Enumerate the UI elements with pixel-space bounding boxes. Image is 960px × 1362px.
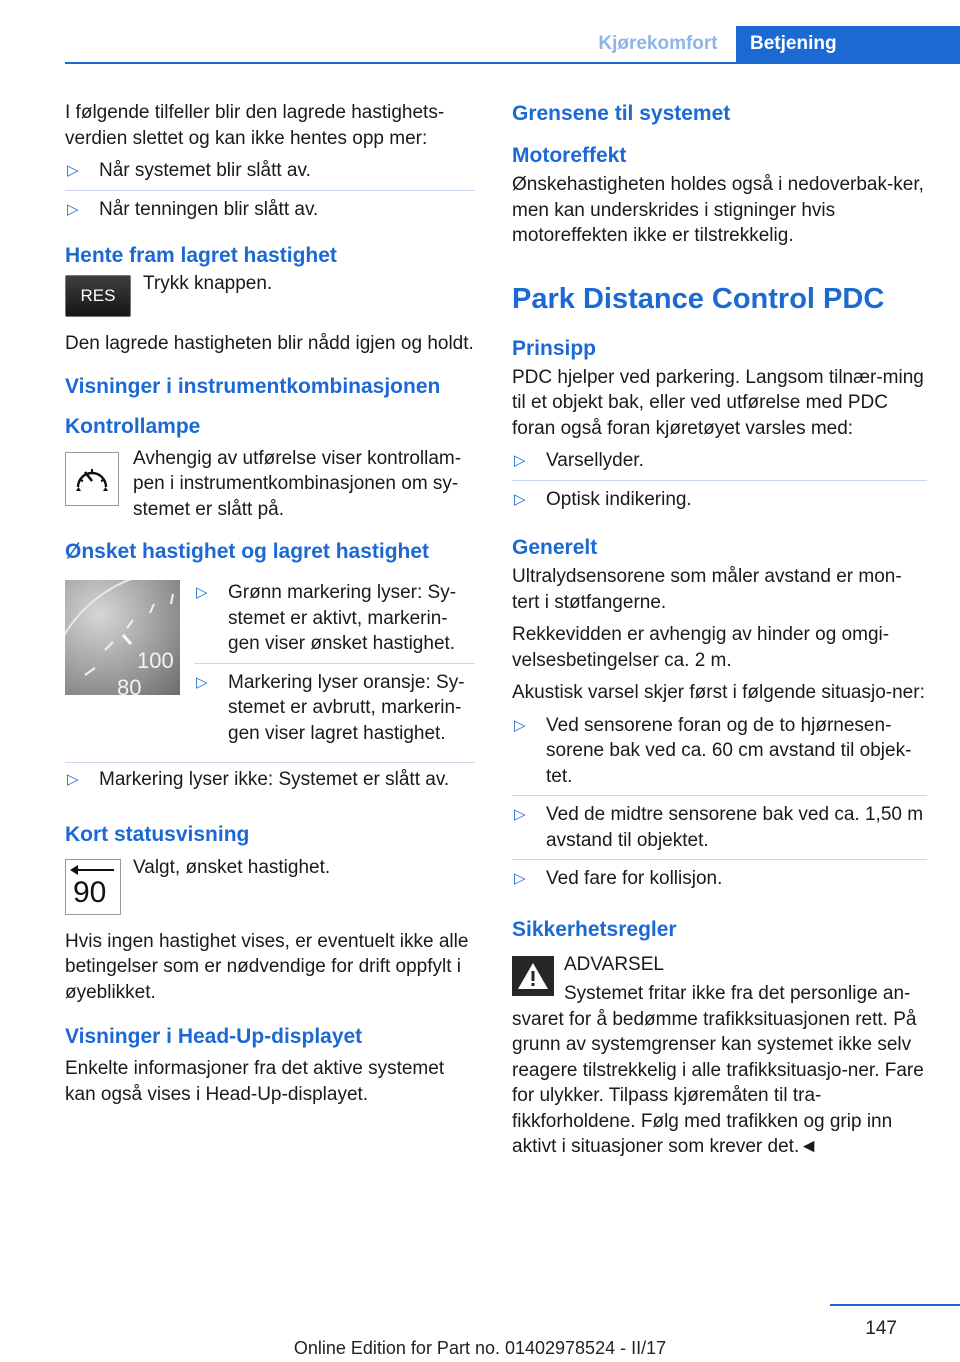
status-row	[65, 856, 475, 915]
triangle-bullet-icon: ▷	[514, 806, 526, 823]
triangle-bullet-icon: ▷	[196, 584, 208, 601]
general-heading: Generelt	[512, 536, 598, 559]
triangle-bullet-icon: ▷	[514, 716, 526, 734]
header-rule	[65, 62, 960, 64]
situations-list	[512, 713, 927, 898]
res-button-icon: RES	[65, 275, 131, 317]
lamp-heading: Kontrollampe	[65, 414, 201, 438]
status-speed-value: 90	[73, 875, 107, 909]
lamp-text: Avhengig av utførelse viser kontrollam-pen i instrumentkombinasjonen om sy-stemet er slått på.	[133, 447, 462, 520]
gauge-label-100: 100	[137, 648, 174, 673]
triangle-bullet-icon: ▷	[67, 162, 79, 179]
list-item: ▷ Ved sensorene foran og de to hjørnesen-sorene bak ved ca. 60 cm avstand til objek-tet.	[512, 713, 927, 797]
list-item: ▷ Markering lyser oransje: Sy-stemet er avbrutt, markerin-gen viser lagret hastighet.	[196, 671, 465, 744]
general-text-1: Ultralydsensorene som måler avstand er mon-tert i støtfangerne.	[512, 566, 902, 613]
triangle-bullet-icon: ▷	[67, 200, 79, 218]
warning-body: svaret for å bedømme trafikksituasjonen rett. På grunn av systemgrenser kan systemet ikke selv reagere tilstrekkelig i alle trafikksituasjo-ner. Fare for ulykker. Tilpass kjøremåten til tra-fikkforholdene. Følg med trafikken og grip inn aktivt i situasjoner som krever det.◄	[512, 1008, 924, 1157]
general-text-2: Rekkevidden er avhengig av hinder og omgi-velsesbetingelser ca. 2 m.	[512, 624, 890, 671]
triangle-bullet-icon: ▷	[514, 452, 526, 469]
general-text-3: Akustisk varsel skjer først i følgende situasjo-ner:	[512, 682, 925, 703]
footer-rule	[830, 1304, 960, 1306]
speed-heading: Ønsket hastighet og lagret hastighet	[65, 540, 430, 563]
list-item: ▷ Når systemet blir slått av.	[65, 158, 475, 191]
triangle-bullet-icon: ▷	[514, 870, 526, 887]
principle-list	[512, 448, 927, 518]
no-speed-text: Hvis ingen hastighet vises, er eventuelt ikke alle betingelser som er nødvendige for drift oppfylt i øyeblikket.	[65, 930, 469, 1003]
hud-heading: Visninger i Head-Up-displayet	[65, 1025, 363, 1048]
principle-text: PDC hjelper ved parkering. Langsom tilnær-ming til et objekt bak, eller ved utførelse med PDC foran også foran kjøretøyet varsles med:	[512, 366, 924, 439]
instrument-heading: Visninger i instrumentkombinasjonen	[65, 374, 441, 398]
engine-text: Ønskehastigheten holdes også i nedoverbak-ker, men kan underskrides i stigninger hvis motoreffekten ikke er tilstrekkelig.	[512, 174, 924, 246]
gauge-label-80: 80	[117, 675, 142, 695]
page-number: 147	[865, 1318, 897, 1339]
triangle-bullet-icon: ▷	[514, 490, 526, 508]
status-speed-icon	[65, 859, 121, 915]
list-item: ▷ Når tenningen blir slått av.	[65, 197, 475, 229]
pdc-heading: Park Distance Control PDC	[512, 282, 885, 315]
delete-cases-list	[65, 158, 475, 228]
limits-heading: Grensene til systemet	[512, 102, 731, 125]
safety-heading: Sikkerhetsregler	[512, 917, 677, 941]
right-column	[512, 100, 927, 1167]
triangle-bullet-icon: ▷	[67, 771, 79, 788]
marker-list	[194, 580, 475, 758]
list-item: ▷ Optisk indikering.	[512, 487, 927, 519]
list-item: ▷ Ved de midtre sensorene bak ved ca. 1,50 m avstand til objektet.	[512, 802, 927, 860]
gauge-row	[65, 580, 475, 758]
recall-text: Den lagrede hastigheten blir nådd igjen og holdt.	[65, 333, 474, 354]
status-heading: Kort statusvisning	[65, 822, 250, 846]
warning-triangle-icon	[512, 956, 554, 996]
warning-block	[512, 952, 927, 1007]
header-tab-betjening[interactable]: Betjening	[736, 26, 960, 62]
engine-heading: Motoreffekt	[512, 144, 627, 167]
marker-off-list	[65, 767, 475, 799]
list-item: ▷ Markering lyser ikke: Systemet er slått av.	[65, 767, 475, 799]
intro-text: I følgende tilfeller blir den lagrede hastighets-verdien slettet og kan ikke hentes opp mer:	[65, 102, 445, 149]
list-item: ▷ Grønn markering lyser: Sy-stemet er aktivt, markerin-gen viser ønsket hastighet.	[194, 580, 475, 664]
press-button-text: Trykk knappen.	[143, 273, 273, 294]
speed-gauge-image	[65, 580, 180, 695]
triangle-bullet-icon: ▷	[196, 673, 208, 691]
hud-text: Enkelte informasjoner fra det aktive systemet kan også vises i Head-Up-displayet.	[65, 1058, 445, 1105]
res-button-row	[65, 275, 475, 317]
speedometer-lamp-icon	[65, 452, 119, 506]
list-item: ▷ Ved fare for kollisjon.	[512, 866, 927, 898]
header-tab-kjorekomfort[interactable]: Kjørekomfort	[598, 33, 718, 54]
left-column	[65, 100, 475, 1114]
list-item: ▷ Varsellyder.	[512, 448, 927, 481]
status-text: Valgt, ønsket hastighet.	[133, 856, 331, 878]
recall-heading: Hente fram lagret hastighet	[65, 244, 337, 267]
warning-title: ADVARSEL	[564, 953, 664, 975]
warning-lead: Systemet fritar ikke fra det personlige an-	[564, 983, 911, 1004]
lamp-row	[65, 446, 475, 523]
principle-heading: Prinsipp	[512, 336, 597, 360]
edition-footer: Online Edition for Part no. 01402978524 - II/17	[293, 1338, 667, 1358]
